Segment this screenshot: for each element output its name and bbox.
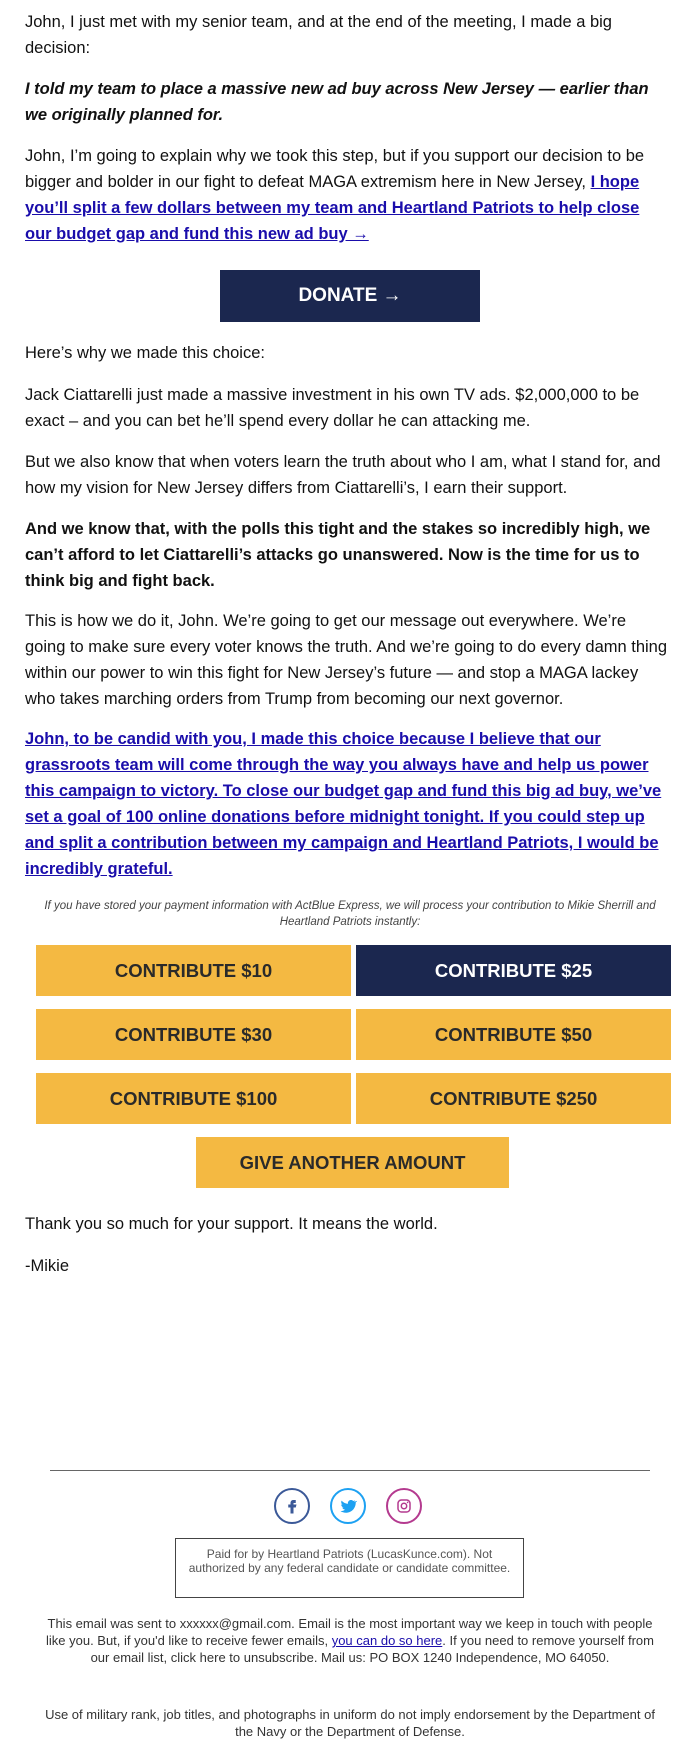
decision-paragraph: I told my team to place a massive new ad buy across New Jersey — earlier than we originally planned for. <box>25 80 649 124</box>
contribute-10-button[interactable]: CONTRIBUTE $10 <box>36 945 351 996</box>
tv-ads-paragraph: Jack Ciattarelli just made a massive investment in his own TV ads. $2,000,000 to be exact – and you can bet he’ll spend every dollar he can attacking me. <box>25 386 640 430</box>
paid-for-disclaimer: Paid for by Heartland Patriots (LucasKunce.com). Not authorized by any federal candidate or candidate committee. <box>175 1538 524 1598</box>
contribute-100-button[interactable]: CONTRIBUTE $100 <box>36 1073 351 1124</box>
split-donation-link[interactable]: I hope you’ll split a few dollars between my team and Heartland Patriots to help close our budget gap and fund this new ad buy → <box>25 173 640 243</box>
voters-paragraph: But we also know that when voters learn the truth about who I am, what I stand for, and how my vision for New Jersey differs from Ciattarelli’s, I earn their support. <box>25 453 661 497</box>
military-disclaimer: Use of military rank, job titles, and photographs in uniform do not imply endorsement by the Department of the Navy or the Department of Defense. <box>45 1707 655 1739</box>
signature: -Mikie <box>25 1257 69 1275</box>
intro-paragraph: John, I just met with my senior team, and at the end of the meeting, I made a big decision: <box>25 13 612 57</box>
message-paragraph: This is how we do it, John. We’re going to get our message out everywhere. We’re going to make sure every voter knows the truth. And we’re going to do every damn thing within our power to win this fight for New Jersey’s future — and stop a MAGA lackey who takes marching orders from Trump from becoming our next governor. <box>25 612 668 708</box>
why-paragraph: Here’s why we made this choice: <box>25 344 265 362</box>
sent-to-prefix: This email was sent to <box>47 1616 180 1631</box>
contribute-25-button[interactable]: CONTRIBUTE $25 <box>356 945 671 996</box>
sent-to-middle: . Email is the most important way we keep in touch with people like you. But, if you'd like to receive fewer emails, <box>45 1616 653 1648</box>
facebook-icon[interactable] <box>274 1488 310 1524</box>
give-another-amount-button[interactable]: GIVE ANOTHER AMOUNT <box>196 1137 509 1188</box>
instagram-icon[interactable] <box>386 1488 422 1524</box>
contribute-30-button[interactable]: CONTRIBUTE $30 <box>36 1009 351 1060</box>
contribute-250-button[interactable]: CONTRIBUTE $250 <box>356 1073 671 1124</box>
contribute-50-button[interactable]: CONTRIBUTE $50 <box>356 1009 671 1060</box>
grassroots-donation-link[interactable]: John, to be candid with you, I made this choice because I believe that our grassroots team will come through the way you always have and help us power this campaign to victory. To close our budget gap and fund this big ad buy, we’ve set a goal of 100 online donations before midnight tonight. If you could step up and split a contribution between my campaign and Heartland Patriots, I would be incredibly grateful. <box>25 730 662 878</box>
polls-paragraph: And we know that, with the polls this tight and the stakes so incredibly high, we can’t afford to let Ciattarelli’s attacks go unanswered. Now is the time for us to think big and fight back. <box>25 520 651 590</box>
footer-divider <box>50 1470 650 1471</box>
grassroots-paragraph <box>25 726 670 882</box>
actblue-express-note: If you have stored your payment information with ActBlue Express, we will process your contribution to Mikie Sherrill and Heartland Patriots instantly: <box>44 900 656 928</box>
unsubscribe-mail-text: . If you need to remove yourself from our email list, click here to unsubscribe. Mail us: PO BOX 1240 Independence, MO 64050. <box>90 1633 654 1665</box>
fewer-emails-link[interactable]: you can do so here <box>331 1633 443 1648</box>
footer-email-notice <box>40 1615 660 1666</box>
explain-paragraph <box>25 143 670 247</box>
donate-button[interactable]: DONATE → <box>220 270 480 322</box>
explain-text: John, I’m going to explain why we took this step, but if you support our decision to be bigger and bolder in our fight to defeat MAGA extremism here in New Jersey, <box>25 147 645 191</box>
thanks-paragraph: Thank you so much for your support. It means the world. <box>25 1215 438 1233</box>
recipient-email: xxxxxx@gmail.com <box>179 1616 292 1631</box>
twitter-icon[interactable] <box>330 1488 366 1524</box>
